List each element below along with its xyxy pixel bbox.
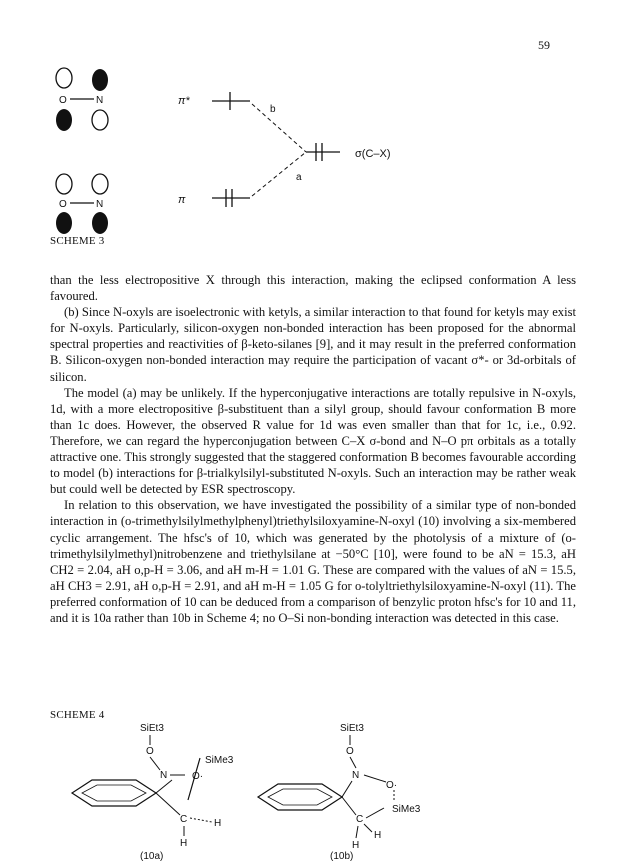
svg-text:π*: π* (178, 95, 190, 107)
svg-text:SiMe3: SiMe3 (392, 804, 421, 815)
structure-10a (72, 723, 234, 862)
scheme3-label: SCHEME 3 (50, 235, 105, 247)
scheme4-label: SCHEME 4 (50, 709, 105, 721)
svg-text:H: H (180, 838, 188, 849)
paragraph-3: The model (a) may be unlikely. If the hyperconjugative interactions are totally repulsive in N-oxyls, 1d, with a more electropositive β-substituent than a silyl group, should favour conformation B more than 1c does. However, the observed R value for 1d was even smaller than that for 1c, i.e., 0.92. Therefore, we can regard the hyperconjugation between C–X σ-bond and N–O pπ orbitals as a totally attractive one. This strongly suggested that the staggered conformation B becomes favourable according to model (b) interactions for β-trialkylsilyl-substituted N-oxyls. Such an interaction may be rather weak but could well be detected by ESR spectroscopy. (50, 385, 576, 497)
svg-text:C: C (356, 814, 364, 825)
svg-text:O·: O· (192, 771, 204, 782)
svg-text:H: H (374, 830, 382, 841)
paragraph-1: than the less electropositive X through this interaction, making the eclipsed conformation A less favoured. (50, 273, 576, 304)
svg-text:O: O (59, 199, 67, 210)
svg-text:SiMe3: SiMe3 (205, 755, 234, 766)
svg-text:N: N (96, 95, 104, 106)
svg-text:C: C (180, 814, 188, 825)
structure-10b (258, 723, 421, 862)
svg-text:b: b (270, 104, 276, 115)
svg-text:O: O (346, 746, 354, 757)
svg-text:a: a (296, 172, 302, 183)
svg-text:N: N (352, 770, 360, 781)
svg-text:SiEt3: SiEt3 (140, 723, 164, 734)
svg-text:SiEt3: SiEt3 (340, 723, 364, 734)
paragraph-2: (b) Since N-oxyls are isoelectronic with ketyls, a similar interaction to that found for ketyls may exist for N-oxyls. Particularly, silicon-oxygen non-bonded interaction has been proposed for the abnormal spectral properties and reactivities of β-keto-silanes [9], and it may result in the preferred conformation B. Silicon-oxygen non-bonded interaction may require the participation of vacant σ*- or 3d-orbitals of silicon. (50, 305, 576, 384)
svg-text:σ(C–X): σ(C–X) (355, 148, 391, 160)
svg-text:π: π (178, 194, 186, 206)
caption-10a: (10a) (140, 851, 164, 862)
caption-10b: (10b) (330, 851, 354, 862)
svg-text:H: H (214, 818, 222, 829)
svg-text:O: O (146, 746, 154, 757)
page-number: 59 (538, 38, 550, 52)
paragraph-4: In relation to this observation, we have investigated the possibility of a similar type of non-bonded interaction in (o-trimethylsilylmethylphenyl)triethylsiloxyamine-N-oxyl (10) involving a six-membered cyclic arrangement. The hfsc's of 10, which was generated by the photolysis of a mixture of (o-trimethylsilylmethyl)nitrobenzene and triethylsilane at −50°C [10], were found to be aN = 15.3, aH CH2 = 2.04, aH o,p-H = 3.06, and aH m-H = 1.01 G. These are compared with the values of aN = 15.5, aH CH3 = 2.91, aH o,p-H = 2.91, and aH m-H = 1.05 G for o-tolyltriethylsiloxyamine-N-oxyl (11). The preferred conformation of 10 can be deduced from a comparison of benzylic proton hfsc's for 10 and 11, and it is 10a rather than 10b in Scheme 4; no O–Si non-bonding interaction was detected in this case. (50, 498, 576, 625)
svg-text:H: H (352, 840, 360, 851)
svg-text:N: N (160, 770, 168, 781)
svg-text:O: O (59, 95, 67, 106)
svg-text:N: N (96, 199, 104, 210)
svg-text:O·: O· (386, 780, 398, 791)
